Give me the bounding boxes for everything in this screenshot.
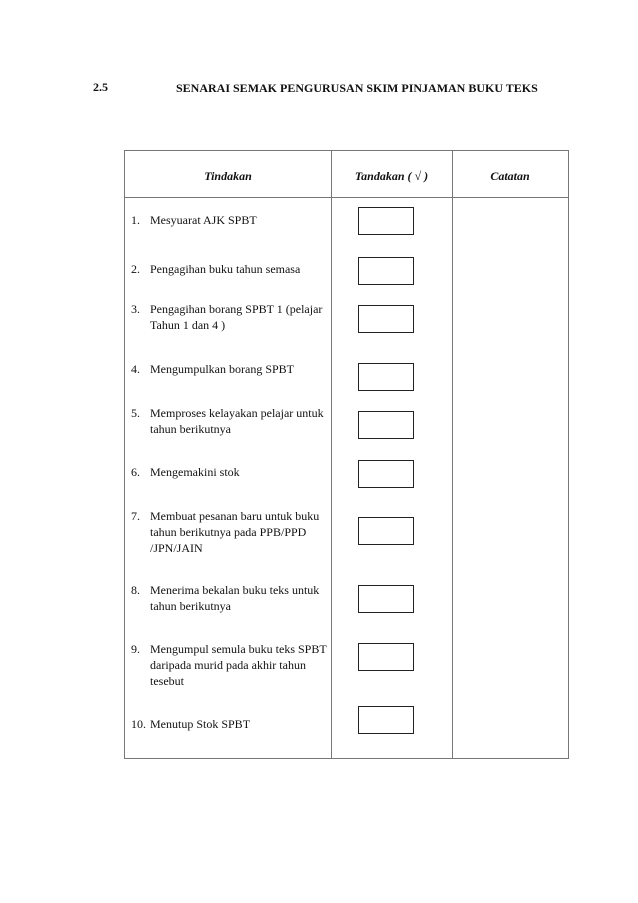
item-text: Memproses kelayakan pelajar untuk tahun berikutnya xyxy=(150,406,324,436)
item-text: Mengumpulkan borang SPBT xyxy=(150,362,294,376)
item-text: Pengagihan borang SPBT 1 (pelajar Tahun 1 dan 4 ) xyxy=(150,302,323,332)
item-text: Pengagihan buku tahun semasa xyxy=(150,262,301,276)
item-number: 2. xyxy=(131,262,140,276)
checkbox[interactable] xyxy=(358,207,414,235)
section-title: SENARAI SEMAK PENGURUSAN SKIM PINJAMAN BUKU TEKS xyxy=(176,81,538,95)
column-divider xyxy=(452,151,453,758)
item-text: Menutup Stok SPBT xyxy=(150,717,251,731)
header-tandakan: Tandakan ( √ ) xyxy=(354,169,429,183)
checkbox[interactable] xyxy=(358,517,414,545)
list-item xyxy=(131,464,331,480)
checkbox[interactable] xyxy=(358,257,414,285)
checkbox[interactable] xyxy=(358,305,414,333)
checklist-table xyxy=(124,150,569,759)
list-item xyxy=(131,301,331,333)
item-number: 4. xyxy=(131,362,140,376)
list-item xyxy=(131,261,331,277)
list-item xyxy=(131,641,331,689)
column-divider xyxy=(331,151,332,758)
list-item xyxy=(131,582,331,614)
list-item xyxy=(131,508,331,556)
item-number: 6. xyxy=(131,465,140,479)
item-text: Membuat pesanan baru untuk buku tahun berikutnya pada PPB/PPD /JPN/JAIN xyxy=(150,509,320,555)
item-number: 5. xyxy=(131,406,140,420)
list-item xyxy=(131,212,331,228)
item-text: Mengemakini stok xyxy=(150,465,240,479)
header-tindakan: Tindakan xyxy=(204,169,252,183)
header-divider xyxy=(125,197,568,198)
checkbox[interactable] xyxy=(358,643,414,671)
list-item xyxy=(131,716,331,732)
item-number: 1. xyxy=(131,213,140,227)
checkbox[interactable] xyxy=(358,585,414,613)
item-text: Mengumpul semula buku teks SPBT daripada murid pada akhir tahun tesebut xyxy=(150,642,327,688)
item-number: 10. xyxy=(131,717,146,731)
checkbox[interactable] xyxy=(358,411,414,439)
checkbox[interactable] xyxy=(358,363,414,391)
item-text: Menerima bekalan buku teks untuk tahun berikutnya xyxy=(150,583,320,613)
item-number: 3. xyxy=(131,302,140,316)
header-catatan: Catatan xyxy=(490,169,530,183)
item-number: 7. xyxy=(131,509,140,523)
item-number: 8. xyxy=(131,583,140,597)
checkbox[interactable] xyxy=(358,706,414,734)
section-number: 2.5 xyxy=(93,80,108,94)
checkbox[interactable] xyxy=(358,460,414,488)
item-number: 9. xyxy=(131,642,140,656)
list-item xyxy=(131,405,331,437)
item-text: Mesyuarat AJK SPBT xyxy=(150,213,257,227)
list-item xyxy=(131,361,331,377)
